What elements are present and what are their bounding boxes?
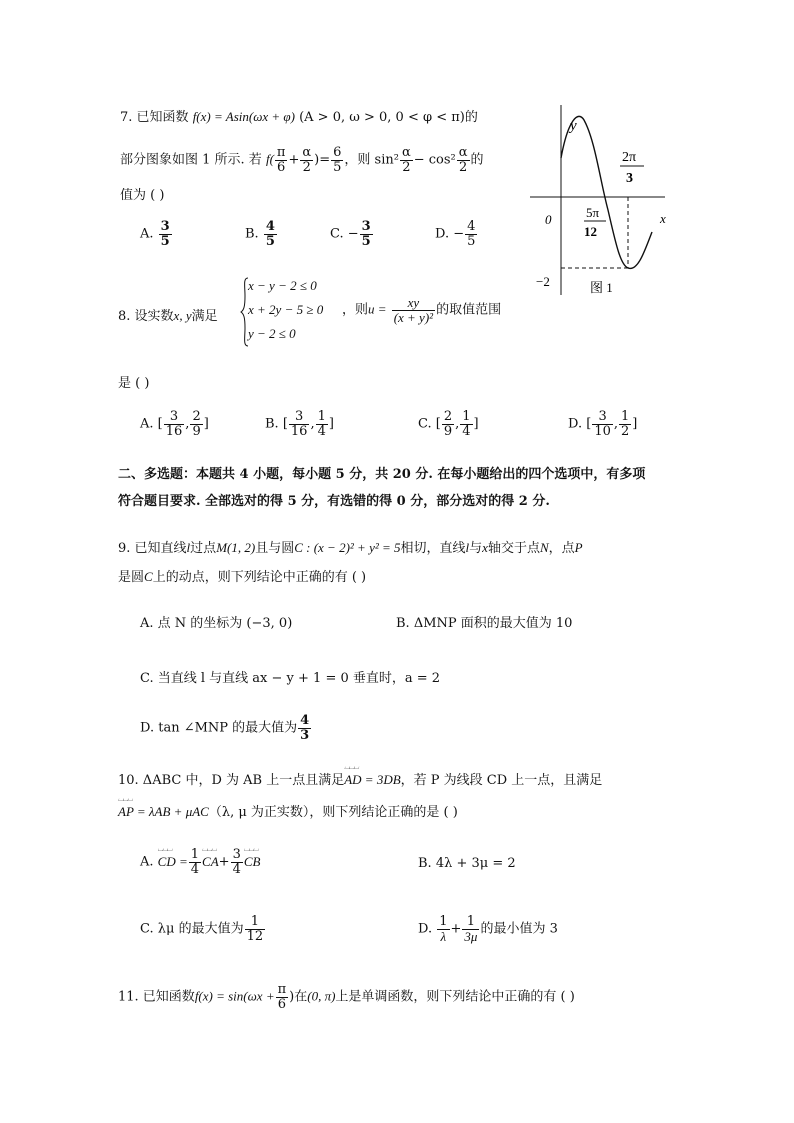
q7-line2: 部分图象如图 1 所示. 若 f( $\frac{\pi}{6}$ + $\frac{\alpha}{2}$ )= $\frac{6}{5}$ ，则 sin² $\frac{\alpha}{2}$ − cos² $\frac{\alpha}{2}$ 的 [120, 145, 484, 175]
q10-line2: ⌴⌴⌴ AP = λAB + μAC（λ, μ 为正实数），则下列结论正确的是 ( ) [118, 801, 458, 820]
q8-option-c[interactable]: C. [ $\frac{2}{9}$ , $\frac{1}{4}$ ] [418, 409, 479, 439]
y-axis-label: y [570, 118, 577, 134]
q10-option-b[interactable]: B. 4λ + 3μ = 2 [418, 856, 516, 871]
q8-line2: 是 ( ) [118, 376, 150, 391]
q10-option-a[interactable]: A. ⌴⌴⌴ CD = $\frac{1}{4}$ ⌴⌴⌴ CA+ $\frac{3}{4}$ ⌴⌴⌴ CB [140, 848, 260, 876]
q8-stem: 8. 设实数x, y满足 [118, 308, 218, 324]
q9-line2: 是圆C上的动点，则下列结论中正确的有 ( ) [118, 569, 367, 585]
origin-label: 0 [545, 212, 552, 227]
tick-2pi3-num: 2π [622, 150, 637, 165]
constraint-1: x − y − 2 ≤ 0 [248, 278, 317, 293]
q7-option-c[interactable]: C. − $\frac{3}{5}$ [330, 219, 371, 249]
q9-option-b[interactable]: B. ΔMNP 面积的最大值为 10 [396, 616, 573, 631]
q7-function: f(x) = Asin(ωx + φ) [192, 109, 295, 124]
x-axis-label: x [660, 211, 666, 226]
q8-expression: ，则u = $\frac{xy}{\text{(x + y)²}}$ 的取值范围 [342, 295, 502, 325]
q8-option-a[interactable]: A. [ $\frac{3}{16}$ , $\frac{2}{9}$ ] [140, 409, 209, 439]
q10-option-d[interactable]: D. $\frac{1}{\lambda}$ + $\frac{1}{3\mu}$ 的最小值为 3 [418, 914, 558, 944]
section-2-line1: 二、多选题：本题共 4 小题，每小题 5 分，共 20 分. 在每小题给出的四个选项中，有多项 [118, 467, 646, 482]
q7-line1: 7. 已知函数 f(x) = Asin(ωx + φ) (A > 0, ω > 0, 0 < φ < π)的 [120, 109, 478, 125]
q7-line3: 值为 ( ) [120, 188, 165, 203]
q10-line1: 10. ΔABC 中，D 为 AB 上一点且满足⌴⌴⌴ AD = 3DB，若 P 为线段 CD 上一点，且满足 [118, 769, 602, 788]
tick-2pi3-den: 3 [626, 171, 633, 186]
q11-line1: 11. 已知函数f(x) = sin(ωx + $\frac{\pi}{6}$ )在(0, π)上是单调函数，则下列结论中正确的有 ( ) [118, 982, 575, 1012]
q10-option-c[interactable]: C. λμ 的最大值为 $\frac{1}{12}$ [140, 914, 264, 944]
tick-5pi12-num: 5π [586, 205, 600, 220]
tick-5pi12-den: 12 [584, 224, 597, 239]
q7-option-b[interactable]: B. $\frac{4}{5}$ [245, 219, 275, 249]
q9-option-c[interactable]: C. 当直线 l 与直线 ax − y + 1 = 0 垂直时，a = 2 [140, 671, 441, 686]
q8-option-d[interactable]: D. [ $\frac{3}{10}$ , $\frac{1}{2}$ ] [568, 409, 638, 439]
min-label: −2 [536, 274, 550, 289]
q8-constraint-system [240, 276, 340, 348]
q9-option-d[interactable]: D. tan ∠MNP 的最大值为 $\frac{4}{3}$ [140, 713, 310, 743]
sine-curve [561, 116, 652, 268]
figure-1 [520, 100, 680, 300]
q9-line1: 9. 已知直线l过点M(1, 2)且与圆C : (x − 2)² + y² = 5相切，直线l与x轴交于点N，点P [118, 540, 583, 556]
constraint-3: y − 2 ≤ 0 [248, 326, 296, 341]
q7-option-a[interactable]: A. $\frac{3}{5}$ [140, 219, 170, 249]
q9-option-a[interactable]: A. 点 N 的坐标为 (−3, 0) [140, 616, 293, 631]
constraint-2: x + 2y − 5 ≥ 0 [248, 302, 324, 317]
section-2-line2: 符合题目要求. 全部选对的得 5 分，有选错的得 0 分，部分选对的得 2 分. [118, 494, 550, 509]
q8-option-b[interactable]: B. [ $\frac{3}{16}$ , $\frac{1}{4}$ ] [265, 409, 334, 439]
figure-caption: 图 1 [590, 280, 613, 295]
q7-option-d[interactable]: D. − $\frac{4}{5}$ [435, 219, 476, 249]
